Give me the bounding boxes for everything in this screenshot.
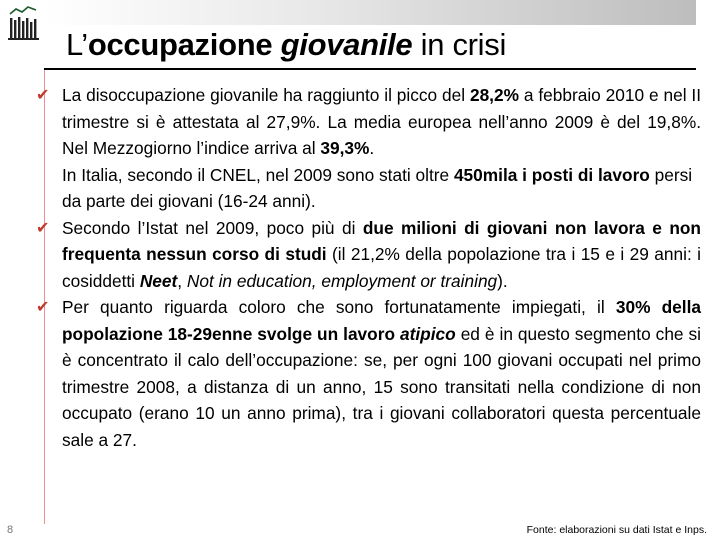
bullet-item-2: ✔ Secondo l’Istat nel 2009, poco più di due milioni di giovani non lavora e non frequenta nessun corso di studi (il 21,2% della popolazione tra i 15 e i 29 anni: i cosiddetti Neet, Not in education, employment or training). bbox=[36, 217, 701, 291]
checkmark-icon: ✔ bbox=[36, 87, 50, 104]
title-underline bbox=[44, 68, 696, 70]
page-number: 8 bbox=[7, 524, 14, 536]
checkmark-icon: ✔ bbox=[36, 299, 50, 316]
source-note: Fonte: elaborazioni su dati Istat e Inps. bbox=[526, 524, 707, 536]
bullet-item-3: ✔ Per quanto riguarda coloro che sono fortunatamente impiegati, il 30% della popolazione 18-29enne svolge un lavoro atipico ed è in questo segmento che si è concentrato il calo dell’occupazione: se, per ogni 100 giovani occupati nel primo trimestre 2008, a distanza di un anno, 15 sono transitati nella condizione di non occupato (erano 10 un anno prima), tra i giovani collaboratori questa percentuale sale a 27. bbox=[36, 297, 702, 450]
slide-body bbox=[36, 82, 702, 453]
bullet-item-1-continuation: In Italia, secondo il CNEL, nel 2009 sono stati oltre 450mila i posti di lavoro persi da parte dei giovani (16-24 anni). bbox=[62, 164, 693, 211]
slide-title: L’occupazione giovanile in crisi bbox=[66, 27, 507, 62]
bullet-item-1: ✔ La disoccupazione giovanile ha raggiunto il picco del 28,2% a febbraio 2010 e nel II trimestre si è attestata al 27,9%. La media europea nell’anno 2009 è del 19,8%. Nel Mezzogiorno l’indice arriva al 39,3%. bbox=[36, 85, 702, 158]
checkmark-icon: ✔ bbox=[36, 219, 50, 237]
header-gradient-bar bbox=[44, 0, 696, 25]
logo-icon bbox=[6, 4, 42, 42]
